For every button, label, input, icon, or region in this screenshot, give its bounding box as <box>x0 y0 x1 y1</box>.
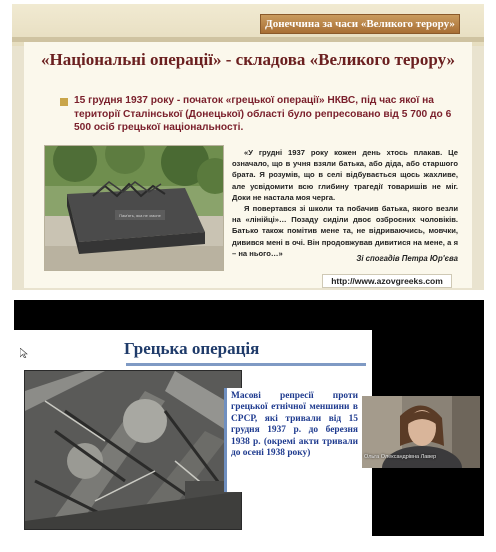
memoir-quote <box>232 147 458 259</box>
engraving-image <box>24 370 242 530</box>
engraving-artwork <box>25 371 242 530</box>
slide-title: Грецька операція <box>124 339 260 358</box>
participant-name: Ольга Олександрівна Лавер <box>364 454 437 460</box>
quote-source: Зі спогадів Петра Юр'єва <box>356 254 458 263</box>
participant-video-tile[interactable] <box>362 396 480 468</box>
slide-bullet-text: 15 грудня 1937 року - початок «грецької операції» НКВС, під час якої на території Сталінської (Донецької) області було репресовано від 5 700 до 6 500 осіб грецької національності. <box>74 95 452 133</box>
slide-title: «Національні операції» - складова «Великого терору» <box>40 50 455 69</box>
title-underline <box>126 363 366 366</box>
top-slide <box>12 4 484 290</box>
slide-header-bar <box>12 4 484 46</box>
memorial-photo <box>44 145 224 271</box>
source-url[interactable]: http://www.azovgreeks.com <box>322 274 452 288</box>
quote-paragraph-1: «У грудні 1937 року кожен день хтось плакав. Це означало, що в учня взяли батька, або діда, або старшого брата. Я розумів, що в селі відбувається щось жахливе, але усвідомити всю глибину трагедії товаришів не міг. Доки не настала моя черга. <box>232 148 458 202</box>
quote-paragraph-2: Я повертався зі школи та побачив батька, якого везли на «лінійці»… Позаду сиділи двоє озброєних чоловіків. Батько також помітив мене та, не відриваючись, мовчки, дивився мені в очі. Він продовжував дивитися на мене, а я – на нього…» <box>232 204 458 258</box>
memorial-plaque-text: Пам'ять, яка не згасне <box>119 213 161 218</box>
bullet-square-icon <box>60 98 68 106</box>
mouse-cursor-icon <box>20 348 28 358</box>
slide-text-box: Масові репресії проти грецької етнічної меншини в СРСР, які тривали від 15 грудня 1937 р. до березня 1938 р. (окремі акти тривали до осені 1938 року) <box>224 388 362 492</box>
header-badge: Донеччина за часи «Великого терору» <box>260 14 460 34</box>
presentation-slide <box>14 330 372 536</box>
memorial-photo-image <box>45 146 224 271</box>
slide-content-card <box>24 42 472 288</box>
